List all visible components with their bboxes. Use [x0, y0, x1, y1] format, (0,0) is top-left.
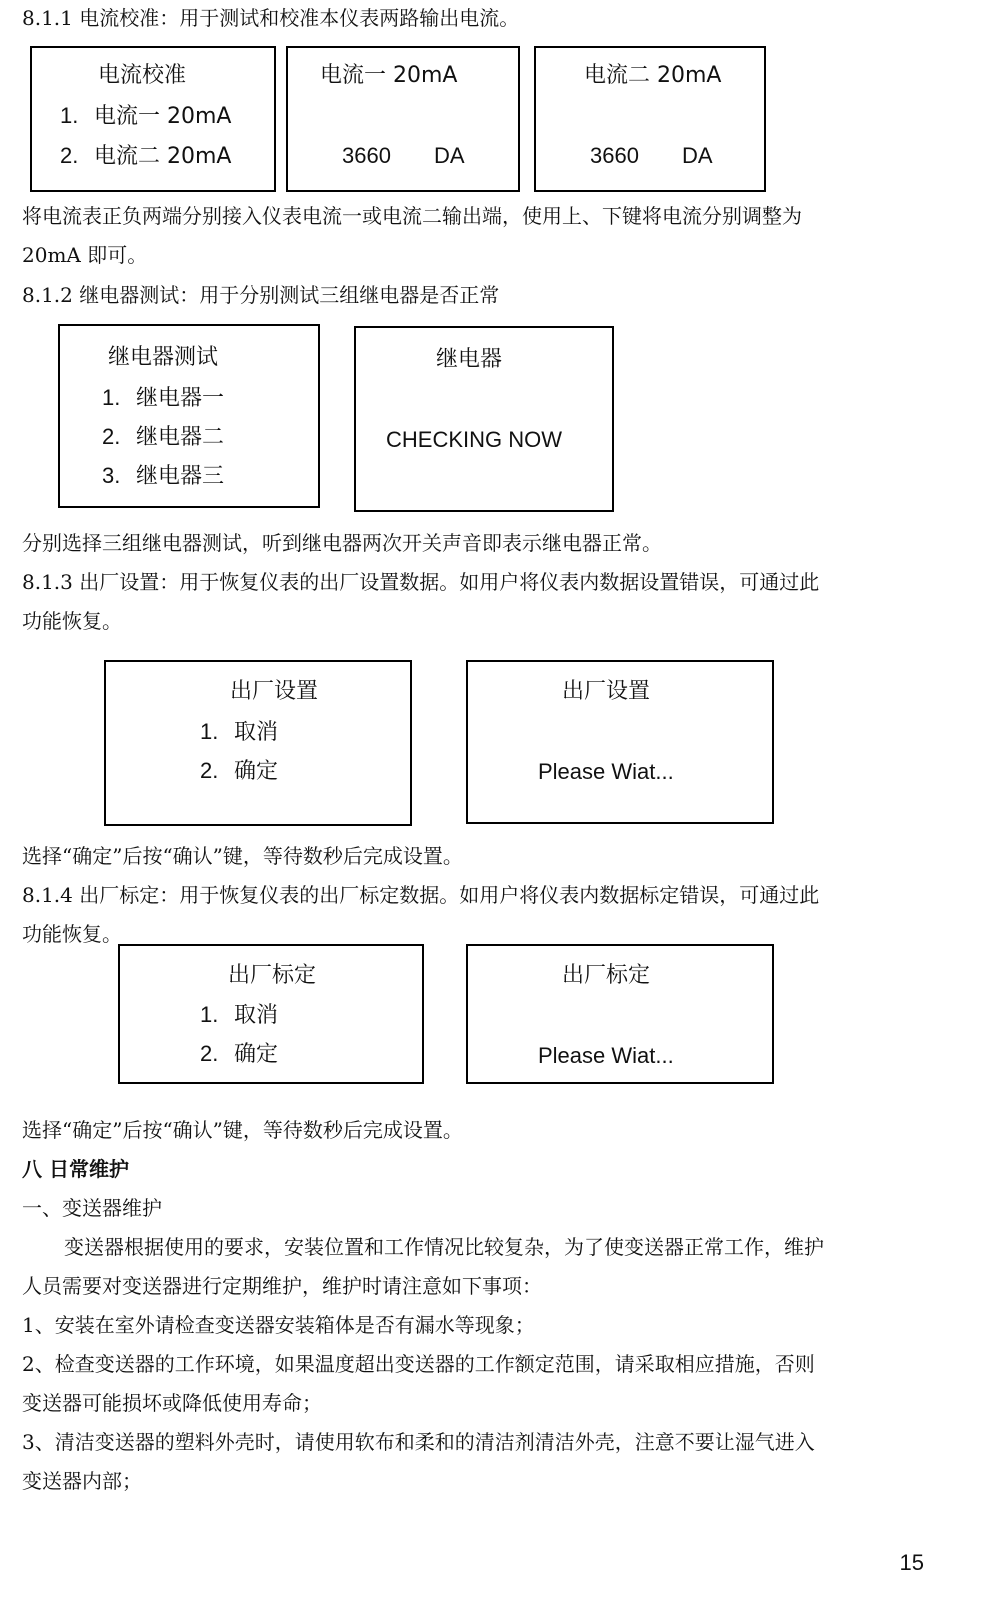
page-number: 15 — [899, 1550, 924, 1575]
box-title: 出厂设置 — [562, 679, 651, 704]
paragraph: 变送器根据使用的要求，安装位置和工作情况比较复杂，为了使变送器正常工作，维护 — [64, 1235, 824, 1259]
paragraph: 选择“确定”后按“确认”键，等待数秒后完成设置。 — [22, 844, 463, 868]
section-8-1-3-heading-cont: 功能恢复。 — [22, 609, 122, 633]
list-item: 1、安装在室外请检查变送器安装箱体是否有漏水等现象； — [22, 1313, 535, 1337]
menu-item-confirm: 2. 确定 — [200, 758, 279, 784]
box-title: 出厂标定 — [562, 963, 651, 988]
paragraph: 分别选择三组继电器测试，听到继电器两次开关声音即表示继电器正常。 — [22, 531, 662, 555]
box-title: 出厂设置 — [230, 679, 319, 704]
relay-status-text: CHECKING NOW — [386, 427, 562, 452]
menu-item-current-1: 1. 电流一 20mA — [60, 103, 232, 129]
calibration-unit: DA — [682, 143, 713, 168]
section-8-1-3-heading: 8.1.3 出厂设置：用于恢复仪表的出厂设置数据。如用户将仪表内数据设置错误，可通过此 — [22, 570, 820, 594]
section-8-1-4-heading: 8.1.4 出厂标定：用于恢复仪表的出厂标定数据。如用户将仪表内数据标定错误，可通过此 — [22, 883, 820, 907]
current-1-screen-box — [286, 46, 520, 192]
box-title: 出厂标定 — [228, 963, 317, 988]
paragraph: 选择“确定”后按“确认”键，等待数秒后完成设置。 — [22, 1118, 463, 1142]
box-title: 电流校准 — [98, 63, 187, 88]
box-title: 继电器 — [436, 347, 503, 372]
factory-settings-wait-box — [466, 660, 774, 824]
section-8-1-1-heading: 8.1.1 电流校准：用于测试和校准本仪表两路输出电流。 — [22, 6, 520, 30]
chapter-heading: 八 日常维护 — [22, 1157, 129, 1181]
relay-test-menu-box — [58, 324, 320, 508]
paragraph: 20mA 即可。 — [22, 243, 148, 267]
menu-item-relay-1: 1. 继电器一 — [102, 385, 225, 411]
menu-item-relay-2: 2. 继电器二 — [102, 424, 225, 450]
menu-item-cancel: 1. 取消 — [200, 719, 279, 745]
factory-calibration-menu-box — [118, 944, 424, 1084]
menu-item-current-2: 2. 电流二 20mA — [60, 143, 232, 169]
relay-checking-screen-box — [354, 326, 614, 512]
calibration-value: 3660 — [590, 143, 639, 168]
section-8-1-4-heading-cont: 功能恢复。 — [22, 922, 122, 946]
factory-settings-menu-box — [104, 660, 412, 826]
menu-item-relay-3: 3. 继电器三 — [102, 463, 225, 489]
section-8-1-2-heading: 8.1.2 继电器测试：用于分别测试三组继电器是否正常 — [22, 283, 500, 307]
menu-item-cancel: 1. 取消 — [200, 1002, 279, 1028]
paragraph: 人员需要对变送器进行定期维护，维护时请注意如下事项： — [22, 1274, 542, 1298]
calibration-unit: DA — [434, 143, 465, 168]
wait-status-text: Please Wiat... — [538, 1043, 674, 1068]
current-2-screen-box — [534, 46, 766, 192]
box-title: 电流二 20mA — [584, 63, 722, 88]
list-item: 3、清洁变送器的塑料外壳时，请使用软布和柔和的清洁剂清洁外壳，注意不要让湿气进入 — [22, 1430, 815, 1454]
factory-calibration-wait-box — [466, 944, 774, 1084]
list-item-cont: 变送器可能损坏或降低使用寿命； — [22, 1391, 322, 1415]
list-item: 2、检查变送器的工作环境，如果温度超出变送器的工作额定范围，请采取相应措施，否则 — [22, 1352, 815, 1376]
box-title: 继电器测试 — [108, 345, 219, 370]
paragraph: 将电流表正负两端分别接入仪表电流一或电流二输出端，使用上、下键将电流分别调整为 — [22, 204, 802, 228]
calibration-value: 3660 — [342, 143, 391, 168]
list-item-cont: 变送器内部； — [22, 1469, 142, 1493]
current-calibration-menu-box — [30, 46, 276, 192]
subsection-heading: 一、变送器维护 — [22, 1196, 162, 1220]
menu-item-confirm: 2. 确定 — [200, 1041, 279, 1067]
wait-status-text: Please Wiat... — [538, 759, 674, 784]
box-title: 电流一 20mA — [320, 63, 458, 88]
